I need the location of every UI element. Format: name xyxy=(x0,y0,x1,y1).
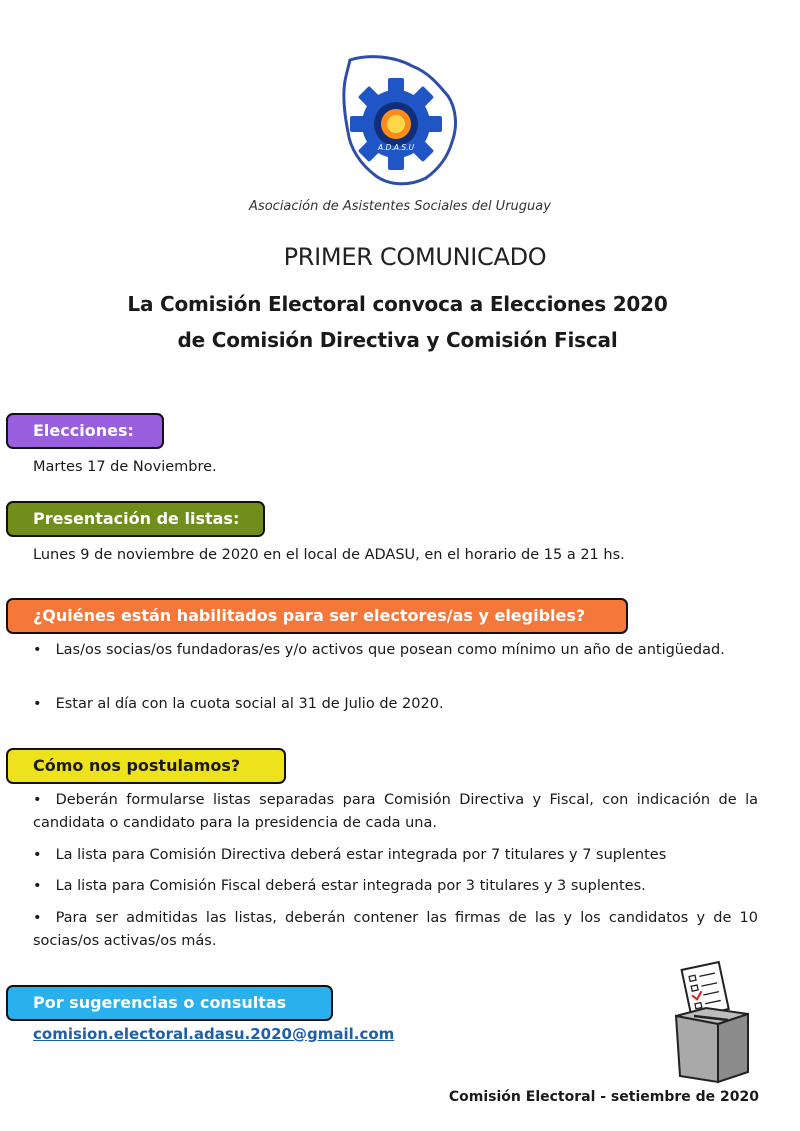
bullet-icon: • xyxy=(33,792,42,808)
headline-line-1: La Comisión Electoral convoca a Elecciones 2020 xyxy=(127,292,668,316)
section-quienes-header: ¿Quiénes están habilitados para ser electores/as y elegibles? xyxy=(6,598,628,634)
elecciones-date: Martes 17 de Noviembre. xyxy=(33,459,217,475)
section-listas-header: Presentación de listas: xyxy=(6,501,265,537)
list-item xyxy=(33,693,758,716)
list-item xyxy=(33,907,758,953)
list-item-text: La lista para Comisión Directiva deberá estar integrada por 7 titulares y 7 suplentes xyxy=(55,847,667,863)
list-item-text: Para ser admitidas las listas, deberán contener las firmas de las y los candidatos y de 10 socias/os activas/os más. xyxy=(33,910,758,949)
list-item xyxy=(33,789,758,835)
bullet-icon: • xyxy=(33,910,42,926)
bullet-icon: • xyxy=(33,642,42,658)
org-name: Asociación de Asistentes Sociales del Uruguay xyxy=(249,199,551,214)
list-item xyxy=(33,639,758,662)
list-item xyxy=(33,875,758,898)
ballot-box-icon xyxy=(672,958,752,1086)
comunicado-title: PRIMER COMUNICADO xyxy=(283,243,547,271)
section-elecciones-header: Elecciones: xyxy=(6,413,164,449)
bullet-icon: • xyxy=(33,696,42,712)
bullet-icon: • xyxy=(33,847,42,863)
logo-text: A.D.A.S.U xyxy=(377,143,415,152)
section-sugerencias-header: Por sugerencias o consultas xyxy=(6,985,333,1021)
headline-line-2: de Comisión Directiva y Comisión Fiscal xyxy=(177,328,618,352)
list-item-text: La lista para Comisión Fiscal deberá estar integrada por 3 titulares y 3 suplentes. xyxy=(55,878,646,894)
footer-signature: Comisión Electoral - setiembre de 2020 xyxy=(448,1089,759,1105)
list-item-text: Las/os socias/os fundadoras/es y/o activos que posean como mínimo un año de antigüedad. xyxy=(55,642,725,658)
section-como-header: Cómo nos postulamos? xyxy=(6,748,286,784)
listas-info: Lunes 9 de noviembre de 2020 en el local de ADASU, en el horario de 15 a 21 hs. xyxy=(33,547,625,563)
adasu-logo xyxy=(336,52,464,190)
list-item xyxy=(33,844,758,867)
list-item-text: Deberán formularse listas separadas para Comisión Directiva y Fiscal, con indicación de la candidata o candidato para la presidencia de cada una. xyxy=(33,792,758,831)
contact-email-link[interactable]: comision.electoral.adasu.2020@gmail.com xyxy=(33,1025,395,1043)
bullet-icon: • xyxy=(33,878,42,894)
list-item-text: Estar al día con la cuota social al 31 de Julio de 2020. xyxy=(55,696,444,712)
